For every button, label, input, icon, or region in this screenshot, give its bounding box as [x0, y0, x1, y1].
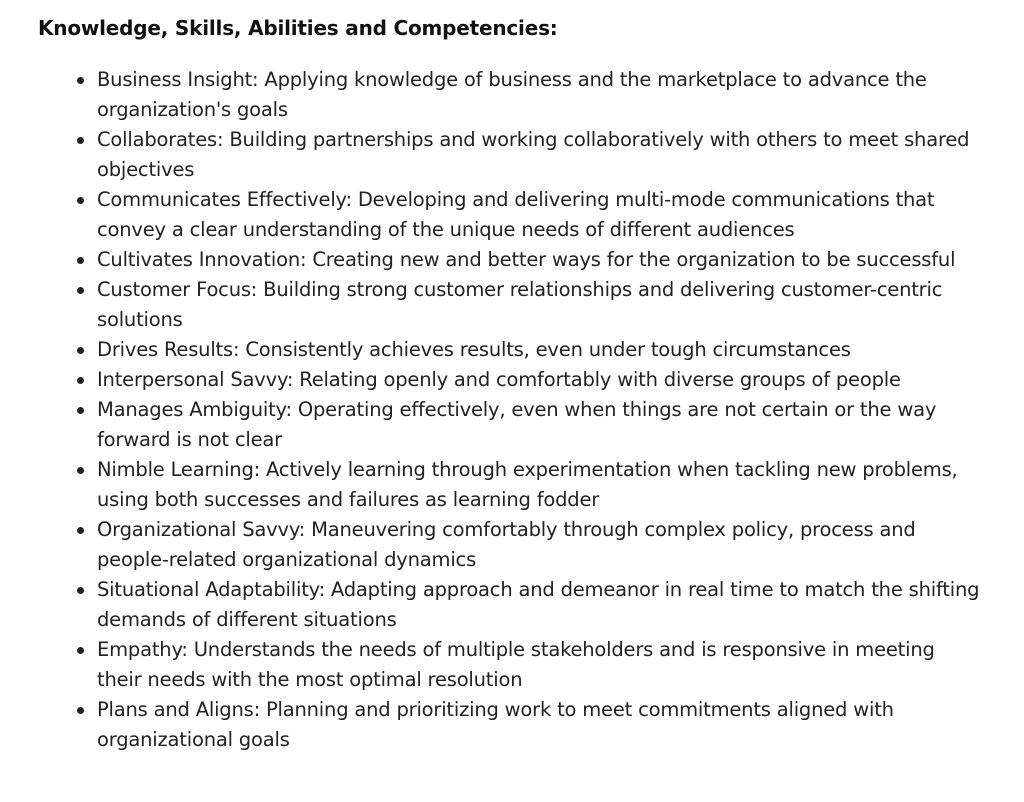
- bullet-icon: [77, 77, 84, 84]
- competency-item-communicates-effectively: [97, 185, 982, 245]
- bullet-icon: [77, 377, 84, 384]
- section-heading: Knowledge, Skills, Abilities and Competencies:: [38, 16, 558, 40]
- competency-text: Drives Results: Consistently achieves results, even under tough circumstances: [97, 338, 851, 361]
- bullet-icon: [77, 587, 84, 594]
- competency-text: Cultivates Innovation: Creating new and better ways for the organization to be successful: [97, 248, 956, 271]
- bullet-icon: [77, 347, 84, 354]
- competency-item-nimble-learning: [97, 455, 982, 515]
- bullet-icon: [77, 197, 84, 204]
- competency-item-situational-adaptability: [97, 575, 982, 635]
- competency-text: Manages Ambiguity: Operating effectively, even when things are not certain or the way forward is not clear: [97, 398, 937, 451]
- competency-text: Interpersonal Savvy: Relating openly and comfortably with diverse groups of people: [97, 368, 901, 391]
- competency-item-manages-ambiguity: [97, 395, 982, 455]
- bullet-icon: [77, 257, 84, 264]
- competency-item-drives-results: [97, 335, 982, 365]
- competency-text: Communicates Effectively: Developing and delivering multi-mode communications that convey a clear understanding of the unique needs of different audiences: [97, 188, 935, 241]
- competency-item-business-insight: [97, 65, 982, 125]
- bullet-icon: [77, 647, 84, 654]
- competency-text: Plans and Aligns: Planning and prioritizing work to meet commitments aligned with organizational goals: [97, 698, 894, 751]
- competency-text: Empathy: Understands the needs of multiple stakeholders and is responsive in meeting their needs with the most optimal resolution: [97, 638, 935, 691]
- bullet-icon: [77, 707, 84, 714]
- competency-text: Collaborates: Building partnerships and working collaboratively with others to meet shared objectives: [97, 128, 970, 181]
- competency-item-collaborates: [97, 125, 982, 185]
- bullet-icon: [77, 287, 84, 294]
- bullet-icon: [77, 527, 84, 534]
- competency-text: Situational Adaptability: Adapting approach and demeanor in real time to match the shifting demands of different situations: [97, 578, 980, 631]
- competency-item-plans-and-aligns: [97, 695, 982, 755]
- bullet-icon: [77, 137, 84, 144]
- bullet-icon: [77, 407, 84, 414]
- competency-text: Nimble Learning: Actively learning through experimentation when tackling new problems, using both successes and failures as learning fodder: [97, 458, 958, 511]
- competency-item-interpersonal-savvy: [97, 365, 982, 395]
- competency-item-customer-focus: [97, 275, 982, 335]
- competency-text: Business Insight: Applying knowledge of business and the marketplace to advance the organization's goals: [97, 68, 927, 121]
- competency-item-cultivates-innovation: [97, 245, 982, 275]
- competency-item-organizational-savvy: [97, 515, 982, 575]
- bullet-icon: [77, 467, 84, 474]
- competency-text: Customer Focus: Building strong customer relationships and delivering customer-centric solutions: [97, 278, 943, 331]
- competency-list: [97, 65, 982, 755]
- competency-item-empathy: [97, 635, 982, 695]
- competency-text: Organizational Savvy: Maneuvering comfortably through complex policy, process and people-related organizational dynamics: [97, 518, 916, 571]
